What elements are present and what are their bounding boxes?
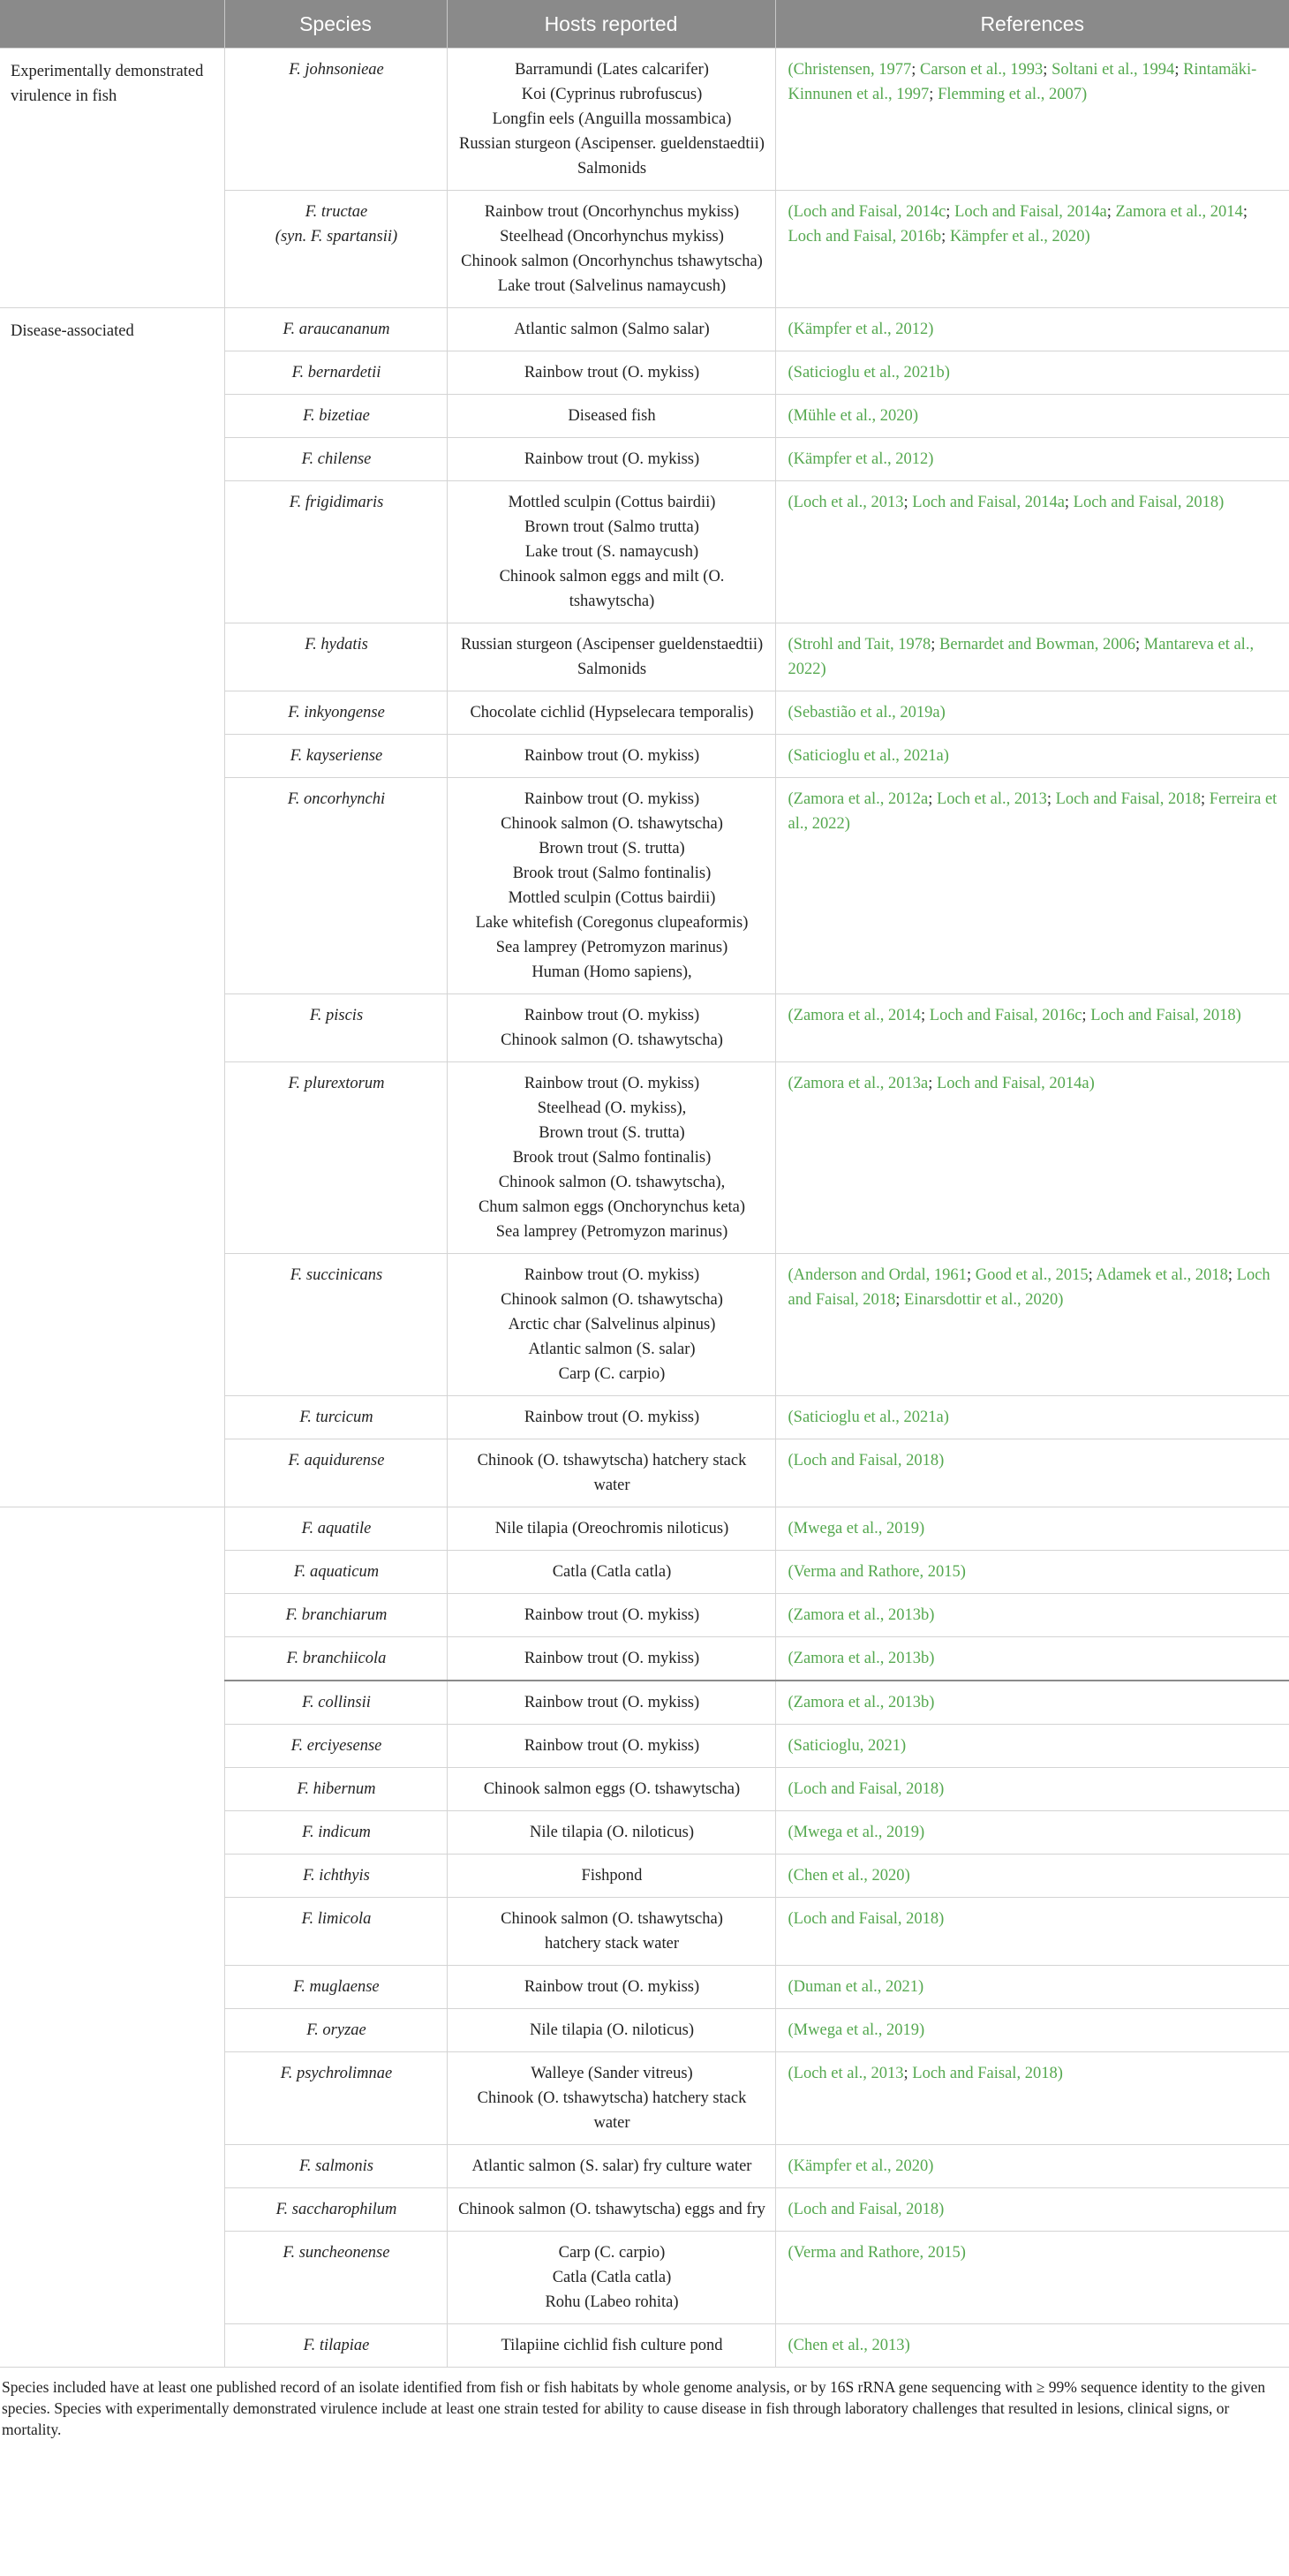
species-name: F. piscis xyxy=(309,1007,364,1024)
species-cell xyxy=(224,2145,447,2188)
reference-link[interactable]: Saticioglu, 2021 xyxy=(793,1737,901,1755)
host-entry: Rainbow trout (O. mykiss) xyxy=(524,450,700,468)
header-category xyxy=(0,0,224,49)
host-entry: Chinook (O. tshawytscha) hatchery stack water xyxy=(477,1452,747,1494)
references-cell: (Saticioglu, 2021) xyxy=(775,1725,1289,1768)
references-cell: (Kämpfer et al., 2020) xyxy=(775,2145,1289,2188)
table-body xyxy=(0,49,1289,2368)
host-entry: Diseased fish xyxy=(568,407,656,425)
species-name: F. collinsii xyxy=(302,1694,371,1711)
host-entry: Lake whitefish (Coregonus clupeaformis) xyxy=(475,914,749,932)
reference-link[interactable]: Chen et al., 2020 xyxy=(793,1867,905,1885)
host-entry: Nile tilapia (O. niloticus) xyxy=(530,1824,694,1841)
host-entry: Rainbow trout (O. mykiss) xyxy=(524,364,700,381)
species-cell xyxy=(224,735,447,778)
references-cell: (Saticioglu et al., 2021a) xyxy=(775,735,1289,778)
reference-link[interactable]: Rintamäki-Kinnunen et al., 1997 xyxy=(788,61,1257,103)
species-cell xyxy=(224,778,447,994)
species-cell xyxy=(224,1966,447,2009)
references-cell: (Zamora et al., 2014; Loch and Faisal, 2016c; Loch and Faisal, 2018) xyxy=(775,994,1289,1062)
reference-link[interactable]: Sebastião et al., 2019a xyxy=(793,704,940,721)
host-entry: Chinook salmon (O. tshawytscha) xyxy=(501,1031,723,1049)
species-name: F. chilense xyxy=(301,450,372,468)
species-cell xyxy=(224,1811,447,1855)
host-entry: Steelhead (O. mykiss), xyxy=(537,1099,687,1117)
species-name: F. aquaticum xyxy=(293,1563,380,1581)
hosts-cell xyxy=(447,438,775,481)
species-cell xyxy=(224,191,447,308)
references-cell: (Verma and Rathore, 2015) xyxy=(775,1551,1289,1594)
species-name: F. johnsonieae xyxy=(289,61,384,79)
references-cell: (Zamora et al., 2013b) xyxy=(775,1637,1289,1681)
species-cell xyxy=(224,994,447,1062)
reference-link[interactable]: Loch et al., 2013 xyxy=(793,494,904,511)
reference-link[interactable]: Mantareva et al., 2022 xyxy=(788,636,1255,678)
references-cell: (Loch and Faisal, 2018) xyxy=(775,1768,1289,1811)
reference-link[interactable]: Ferreira et al., 2022 xyxy=(788,790,1278,833)
hosts-cell xyxy=(447,1681,775,1725)
species-cell xyxy=(224,1551,447,1594)
hosts-cell xyxy=(447,735,775,778)
host-entry: Rainbow trout (O. mykiss) xyxy=(524,1694,700,1711)
hosts-cell xyxy=(447,994,775,1062)
table-row xyxy=(0,1507,1289,1551)
host-entry: Steelhead (Oncorhynchus mykiss) xyxy=(500,228,724,246)
host-entry: Tilapiine cichlid fish culture pond xyxy=(501,2337,723,2354)
species-cell xyxy=(224,1768,447,1811)
species-cell xyxy=(224,623,447,691)
host-entry: Chinook (O. tshawytscha) hatchery stack water xyxy=(477,2089,747,2132)
references-cell: (Kämpfer et al., 2012) xyxy=(775,308,1289,351)
host-entry: Brook trout (Salmo fontinalis) xyxy=(512,865,712,882)
references-cell: (Zamora et al., 2013b) xyxy=(775,1594,1289,1637)
species-cell xyxy=(224,1855,447,1898)
host-entry: Nile tilapia (O. niloticus) xyxy=(530,2021,694,2039)
species-cell xyxy=(224,1062,447,1254)
species-name: F. indicum xyxy=(302,1824,371,1841)
host-entry: Rainbow trout (O. mykiss) xyxy=(524,1978,700,1996)
species-cell xyxy=(224,2188,447,2232)
host-entry: Atlantic salmon (S. salar) fry culture water xyxy=(471,2157,752,2175)
references-cell: (Mwega et al., 2019) xyxy=(775,1811,1289,1855)
host-entry: Chinook salmon (O. tshawytscha) xyxy=(501,815,723,833)
header-hosts: Hosts reported xyxy=(447,0,775,49)
hosts-cell xyxy=(447,1551,775,1594)
hosts-cell xyxy=(447,623,775,691)
hosts-cell xyxy=(447,191,775,308)
species-name: F. inkyongense xyxy=(288,704,385,721)
species-cell xyxy=(224,49,447,191)
hosts-cell xyxy=(447,308,775,351)
host-entry: Nile tilapia (Oreochromis niloticus) xyxy=(494,1520,729,1537)
host-entry: Koi (Cyprinus rubrofuscus) xyxy=(521,86,703,103)
species-name: F. bizetiae xyxy=(303,407,370,425)
hosts-cell xyxy=(447,1637,775,1681)
reference-link[interactable]: Kämpfer et al., 2020 xyxy=(793,2157,929,2175)
table-row xyxy=(0,308,1289,351)
reference-link[interactable]: Loch and Faisal, 2018 xyxy=(912,2065,1058,2082)
host-entry: Rainbow trout (O. mykiss) xyxy=(524,1650,700,1667)
species-name: F. hibernum xyxy=(297,1780,376,1798)
host-entry: Chinook salmon eggs and milt (O. tshawytscha) xyxy=(499,568,725,610)
species-name: F. kayseriense xyxy=(290,747,383,765)
references-cell: (Sebastião et al., 2019a) xyxy=(775,691,1289,735)
host-entry: Chinook salmon (O. tshawytscha) xyxy=(501,1291,723,1309)
reference-link[interactable]: Loch and Faisal, 2014a xyxy=(954,203,1107,221)
species-cell xyxy=(224,351,447,395)
hosts-cell xyxy=(447,2324,775,2368)
hosts-cell xyxy=(447,2232,775,2324)
species-cell xyxy=(224,1637,447,1681)
species-cell xyxy=(224,481,447,623)
host-entry: Fishpond xyxy=(581,1867,643,1885)
category-cell: Experimentally demonstrated virulence in fish xyxy=(0,49,224,308)
reference-link[interactable]: Einarsdottir et al., 2020 xyxy=(904,1291,1059,1309)
hosts-cell xyxy=(447,1855,775,1898)
header-species: Species xyxy=(224,0,447,49)
species-name: F. turcicum xyxy=(299,1409,373,1426)
host-entry: Rainbow trout (O. mykiss) xyxy=(524,1409,700,1426)
host-entry: Mottled sculpin (Cottus bairdii) xyxy=(508,889,716,907)
host-entry: Human (Homo sapiens), xyxy=(531,963,692,981)
hosts-cell xyxy=(447,1507,775,1551)
category-cell xyxy=(0,1507,224,2368)
references-cell: (Loch and Faisal, 2014c; Loch and Faisal, 2014a; Zamora et al., 2014; Loch and Faisal, 2016b; Kämpfer et al., 2020) xyxy=(775,191,1289,308)
references-cell: (Verma and Rathore, 2015) xyxy=(775,2232,1289,2324)
reference-link[interactable]: Loch and Faisal, 2014a xyxy=(937,1075,1089,1092)
species-name: F. succinicans xyxy=(290,1266,383,1284)
reference-link[interactable]: Mwega et al., 2019 xyxy=(793,2021,919,2039)
host-entry: Rainbow trout (O. mykiss) xyxy=(524,1606,700,1624)
reference-link[interactable]: Good et al., 2015 xyxy=(975,1266,1089,1284)
species-name: F. aquatile xyxy=(301,1520,372,1537)
references-cell: (Loch et al., 2013; Loch and Faisal, 2014a; Loch and Faisal, 2018) xyxy=(775,481,1289,623)
reference-link[interactable]: Saticioglu et al., 2021a xyxy=(793,1409,944,1426)
species-name: F. hydatis xyxy=(305,636,368,653)
species-cell xyxy=(224,1681,447,1725)
species-cell xyxy=(224,1898,447,1966)
reference-link[interactable]: Anderson and Ordal, 1961 xyxy=(793,1266,967,1284)
host-entry: Rainbow trout (O. mykiss) xyxy=(524,1075,700,1092)
species-name: F. erciyesense xyxy=(290,1737,382,1755)
references-cell: (Mühle et al., 2020) xyxy=(775,395,1289,438)
host-entry: Chinook salmon (O. tshawytscha) xyxy=(501,1910,723,1928)
host-entry: Sea lamprey (Petromyzon marinus) xyxy=(495,939,728,956)
species-cell xyxy=(224,438,447,481)
host-entry: Chinook salmon (Oncorhynchus tshawytscha) xyxy=(461,253,763,270)
reference-link[interactable]: Saticioglu et al., 2021a xyxy=(793,747,944,765)
host-entry: Rainbow trout (O. mykiss) xyxy=(524,1266,700,1284)
references-cell: (Duman et al., 2021) xyxy=(775,1966,1289,2009)
reference-link[interactable]: Zamora et al., 2014 xyxy=(1115,203,1243,221)
hosts-cell xyxy=(447,49,775,191)
species-name: F. tructae xyxy=(305,203,368,221)
reference-link[interactable]: Verma and Rathore, 2015 xyxy=(793,1563,961,1581)
hosts-cell xyxy=(447,1254,775,1396)
reference-link[interactable]: Bernardet and Bowman, 2006 xyxy=(939,636,1135,653)
species-name: F. oncorhynchi xyxy=(287,790,386,808)
host-entry: Catla (Catla catla) xyxy=(552,1563,672,1581)
category-cell: Disease-associated xyxy=(0,308,224,1507)
reference-link[interactable]: Kämpfer et al., 2012 xyxy=(793,450,929,468)
host-entry: Rainbow trout (Oncorhynchus mykiss) xyxy=(484,203,740,221)
hosts-cell xyxy=(447,691,775,735)
reference-link[interactable]: Loch et al., 2013 xyxy=(793,2065,904,2082)
reference-link[interactable]: Mühle et al., 2020 xyxy=(793,407,913,425)
species-name: (syn. F. spartansii) xyxy=(275,228,398,246)
host-entry: hatchery stack water xyxy=(544,1935,680,1953)
reference-link[interactable]: Strohl and Tait, 1978 xyxy=(793,636,931,653)
species-name: F. saccharophilum xyxy=(275,2201,397,2218)
references-cell: (Saticioglu et al., 2021b) xyxy=(775,351,1289,395)
host-entry: Rainbow trout (O. mykiss) xyxy=(524,1737,700,1755)
species-name: F. bernardetii xyxy=(291,364,381,381)
references-cell: (Saticioglu et al., 2021a) xyxy=(775,1396,1289,1439)
references-cell: (Loch and Faisal, 2018) xyxy=(775,2188,1289,2232)
species-name: F. salmonis xyxy=(299,2157,373,2175)
reference-link[interactable]: Loch and Faisal, 2014a xyxy=(912,494,1065,511)
hosts-cell xyxy=(447,1725,775,1768)
references-cell: (Loch et al., 2013; Loch and Faisal, 2018) xyxy=(775,2052,1289,2145)
reference-link[interactable]: Zamora et al., 2012a xyxy=(793,790,929,808)
species-cell xyxy=(224,2009,447,2052)
host-entry: Rainbow trout (O. mykiss) xyxy=(524,747,700,765)
species-cell xyxy=(224,2232,447,2324)
hosts-cell xyxy=(447,481,775,623)
reference-link[interactable]: Mwega et al., 2019 xyxy=(793,1520,919,1537)
reference-link[interactable]: Zamora et al., 2013a xyxy=(793,1075,929,1092)
hosts-cell xyxy=(447,1966,775,2009)
host-entry: Russian sturgeon (Ascipenser. gueldenstaedtii) xyxy=(459,135,765,153)
references-cell: (Loch and Faisal, 2018) xyxy=(775,1439,1289,1507)
reference-link[interactable]: Loch and Faisal, 2018 xyxy=(788,1266,1270,1309)
references-cell: (Chen et al., 2013) xyxy=(775,2324,1289,2368)
table-footnote: Species included have at least one published record of an isolate identified from fish or fish habitats by whole genome analysis, or by 16S rRNA gene sequencing with ≥ 99% sequence identity to the given species. Species with experimentally demonstrated virulence include at least one strain tested for ability to cause disease in fish through laboratory challenges that resulted in lesions, clinical signs, or mortality. xyxy=(0,2367,1289,2440)
species-name: F. plurextorum xyxy=(288,1075,385,1092)
hosts-cell xyxy=(447,351,775,395)
host-entry: Salmonids xyxy=(577,661,647,678)
header-row xyxy=(0,0,1289,49)
table-header xyxy=(0,0,1289,49)
reference-link[interactable]: Zamora et al., 2013b xyxy=(793,1606,930,1624)
reference-link[interactable]: Loch and Faisal, 2018 xyxy=(1090,1007,1236,1024)
species-name: F. aquidurense xyxy=(288,1452,385,1469)
hosts-cell xyxy=(447,1062,775,1254)
reference-link[interactable]: Loch and Faisal, 2018 xyxy=(1073,494,1219,511)
species-name: F. muglaense xyxy=(293,1978,380,1996)
species-cell xyxy=(224,2052,447,2145)
species-name: F. branchiicola xyxy=(286,1650,387,1667)
references-cell: (Strohl and Tait, 1978; Bernardet and Bowman, 2006; Mantareva et al., 2022) xyxy=(775,623,1289,691)
reference-link[interactable]: Duman et al., 2021 xyxy=(793,1978,918,1996)
species-name: F. frigidimaris xyxy=(289,494,384,511)
reference-link[interactable]: Loch and Faisal, 2018 xyxy=(1055,790,1202,808)
host-entry: Russian sturgeon (Ascipenser gueldenstaedtii) xyxy=(460,636,764,653)
hosts-cell xyxy=(447,2009,775,2052)
host-entry: Chinook salmon eggs (O. tshawytscha) xyxy=(483,1780,741,1798)
reference-link[interactable]: Loch et al., 2013 xyxy=(937,790,1047,808)
reference-link[interactable]: Carson et al., 1993 xyxy=(920,61,1044,79)
reference-link[interactable]: Christensen, 1977 xyxy=(793,61,912,79)
reference-link[interactable]: Zamora et al., 2014 xyxy=(793,1007,922,1024)
host-entry: Rainbow trout (O. mykiss) xyxy=(524,1007,700,1024)
species-cell xyxy=(224,2324,447,2368)
host-entry: Carp (C. carpio) xyxy=(558,1365,666,1383)
reference-link[interactable]: Loch and Faisal, 2018 xyxy=(793,2201,939,2218)
species-name: F. psychrolimnae xyxy=(280,2065,393,2082)
species-cell xyxy=(224,395,447,438)
references-cell: (Loch and Faisal, 2018) xyxy=(775,1898,1289,1966)
host-entry: Longfin eels (Anguilla mossambica) xyxy=(492,110,732,128)
host-entry: Brown trout (Salmo trutta) xyxy=(524,518,699,536)
reference-link[interactable]: Loch and Faisal, 2016b xyxy=(788,228,942,246)
host-entry: Chum salmon eggs (Onchorynchus keta) xyxy=(478,1198,746,1216)
references-cell: (Christensen, 1977; Carson et al., 1993; Soltani et al., 1994; Rintamäki-Kinnunen et al., 1997; Flemming et al., 2007) xyxy=(775,49,1289,191)
reference-link[interactable]: Chen et al., 2013 xyxy=(793,2337,905,2354)
hosts-cell xyxy=(447,2188,775,2232)
host-entry: Atlantic salmon (S. salar) xyxy=(528,1341,696,1358)
reference-link[interactable]: Flemming et al., 2007 xyxy=(938,86,1082,103)
hosts-cell xyxy=(447,778,775,994)
species-cell xyxy=(224,308,447,351)
reference-link[interactable]: Loch and Faisal, 2018 xyxy=(793,1780,939,1798)
host-entry: Sea lamprey (Petromyzon marinus) xyxy=(495,1223,728,1241)
host-entry: Salmonids xyxy=(577,160,647,178)
host-entry: Chinook salmon (O. tshawytscha) eggs and fry xyxy=(458,2201,765,2218)
references-cell: (Zamora et al., 2013a; Loch and Faisal, 2014a) xyxy=(775,1062,1289,1254)
header-references: References xyxy=(775,0,1289,49)
species-name: F. suncheonense xyxy=(283,2244,390,2262)
reference-link[interactable]: Loch and Faisal, 2016c xyxy=(929,1007,1082,1024)
reference-link[interactable]: Zamora et al., 2013b xyxy=(793,1694,930,1711)
species-name: F. araucananum xyxy=(283,321,390,338)
host-entry: Chinook salmon (O. tshawytscha), xyxy=(498,1174,726,1191)
host-entry: Catla (Catla catla) xyxy=(552,2269,672,2286)
species-cell xyxy=(224,1725,447,1768)
hosts-cell xyxy=(447,1594,775,1637)
host-entry: Rainbow trout (O. mykiss) xyxy=(524,790,700,808)
references-cell: (Zamora et al., 2013b) xyxy=(775,1681,1289,1725)
hosts-cell xyxy=(447,1898,775,1966)
species-cell xyxy=(224,1439,447,1507)
host-entry: Atlantic salmon (Salmo salar) xyxy=(514,321,710,338)
species-name: F. tilapiae xyxy=(303,2337,370,2354)
hosts-cell xyxy=(447,1396,775,1439)
reference-link[interactable]: Adamek et al., 2018 xyxy=(1096,1266,1228,1284)
host-entry: Walleye (Sander vitreus) xyxy=(531,2065,693,2082)
host-entry: Lake trout (S. namaycush) xyxy=(524,543,699,561)
table-row xyxy=(0,49,1289,191)
reference-link[interactable]: Soltani et al., 1994 xyxy=(1052,61,1175,79)
host-entry: Arctic char (Salvelinus alpinus) xyxy=(508,1316,716,1333)
host-entry: Chocolate cichlid (Hypselecara temporalis) xyxy=(470,704,754,721)
host-entry: Brook trout (Salmo fontinalis) xyxy=(512,1149,712,1167)
reference-link[interactable]: Verma and Rathore, 2015 xyxy=(793,2244,961,2262)
hosts-cell xyxy=(447,395,775,438)
species-name: F. ichthyis xyxy=(303,1867,370,1885)
reference-link[interactable]: Loch and Faisal, 2018 xyxy=(793,1452,939,1469)
hosts-cell xyxy=(447,1439,775,1507)
references-cell: (Mwega et al., 2019) xyxy=(775,1507,1289,1551)
species-cell xyxy=(224,691,447,735)
reference-link[interactable]: Kämpfer et al., 2012 xyxy=(793,321,929,338)
species-name: F. oryzae xyxy=(306,2021,366,2039)
host-entry: Brown trout (S. trutta) xyxy=(539,840,685,857)
hosts-cell xyxy=(447,2145,775,2188)
reference-link[interactable]: Kämpfer et al., 2020 xyxy=(949,228,1085,246)
species-cell xyxy=(224,1594,447,1637)
hosts-cell xyxy=(447,1811,775,1855)
reference-link[interactable]: Saticioglu et al., 2021b xyxy=(793,364,945,381)
host-entry: Brown trout (S. trutta) xyxy=(539,1124,685,1142)
species-cell xyxy=(224,1507,447,1551)
reference-link[interactable]: Mwega et al., 2019 xyxy=(793,1824,919,1841)
species-cell xyxy=(224,1254,447,1396)
species-cell xyxy=(224,1396,447,1439)
species-name: F. branchiarum xyxy=(285,1606,388,1624)
hosts-cell xyxy=(447,1768,775,1811)
host-entry: Rohu (Labeo rohita) xyxy=(545,2293,679,2311)
host-entry: Lake trout (Salvelinus namaycush) xyxy=(497,277,727,295)
reference-link[interactable]: Loch and Faisal, 2014c xyxy=(793,203,946,221)
host-entry: Carp (C. carpio) xyxy=(558,2244,666,2262)
hosts-cell xyxy=(447,2052,775,2145)
host-entry: Mottled sculpin (Cottus bairdii) xyxy=(508,494,716,511)
references-cell: (Kämpfer et al., 2012) xyxy=(775,438,1289,481)
references-cell: (Mwega et al., 2019) xyxy=(775,2009,1289,2052)
references-cell: (Chen et al., 2020) xyxy=(775,1855,1289,1898)
reference-link[interactable]: Loch and Faisal, 2018 xyxy=(793,1910,939,1928)
reference-link[interactable]: Zamora et al., 2013b xyxy=(793,1650,930,1667)
references-cell: (Anderson and Ordal, 1961; Good et al., 2015; Adamek et al., 2018; Loch and Faisal, 2018; Einarsdottir et al., 2020) xyxy=(775,1254,1289,1396)
species-name: F. limicola xyxy=(301,1910,372,1928)
host-entry: Barramundi (Lates calcarifer) xyxy=(515,61,709,79)
references-cell: (Zamora et al., 2012a; Loch et al., 2013; Loch and Faisal, 2018; Ferreira et al., 2022) xyxy=(775,778,1289,994)
